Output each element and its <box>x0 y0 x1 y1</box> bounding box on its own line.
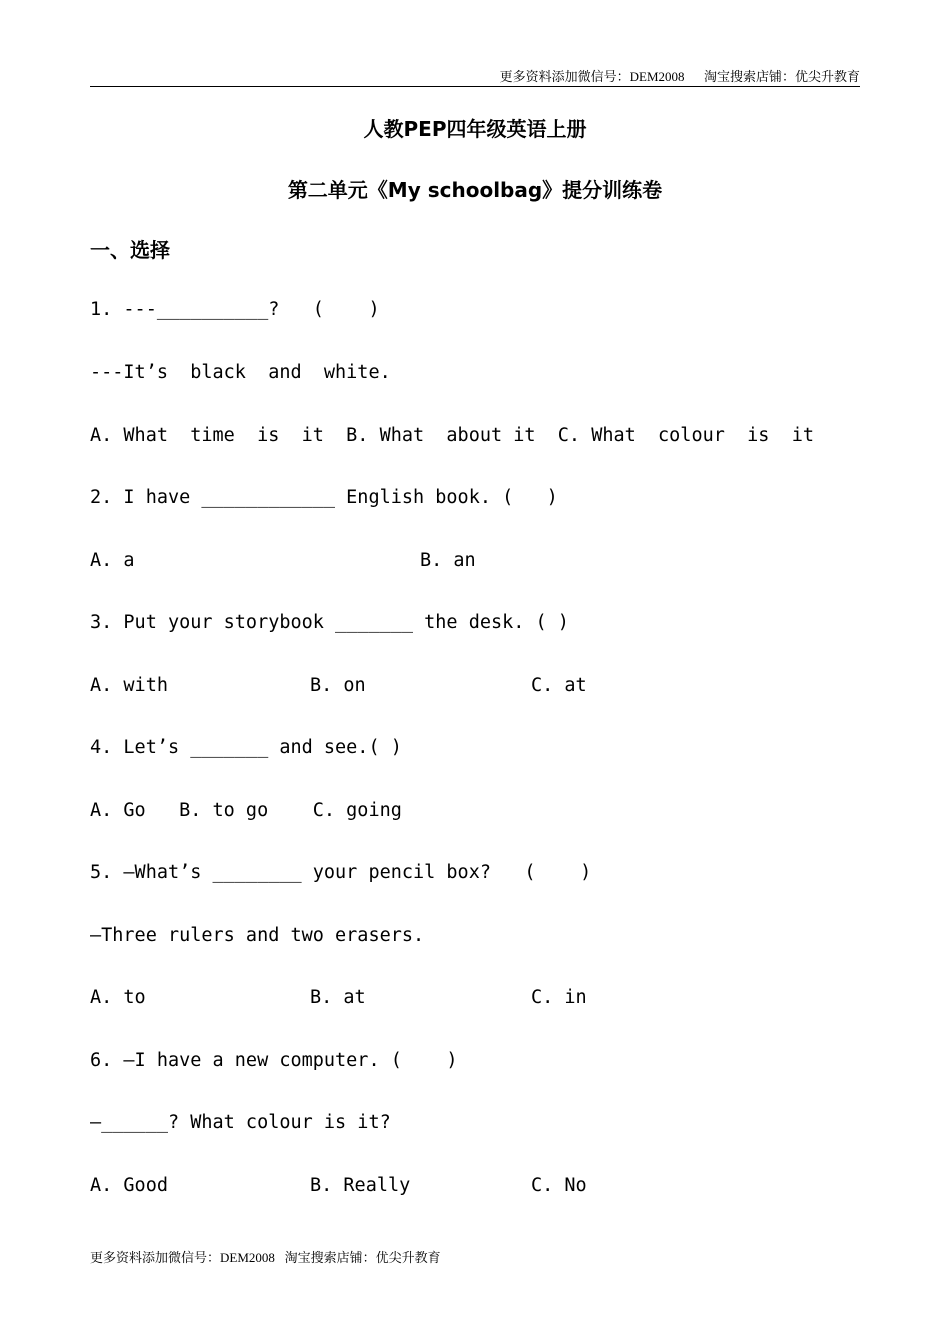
option-a: A. Good <box>90 1175 168 1196</box>
document-subtitle: 第二单元《My schoolbag》提分训练卷 <box>287 178 663 202</box>
question-2-stem: 2. I have ____________ English book. ( ) <box>90 487 558 508</box>
question-1-options: A. What time is it B. What about it C. What colour is it <box>90 425 814 446</box>
option-b: B. an <box>420 550 476 571</box>
document-title: 人教PEP四年级英语上册 <box>363 117 587 141</box>
option-c: C. in <box>531 987 587 1008</box>
question-3-stem: 3. Put your storybook _______ the desk. ( ) <box>90 612 569 633</box>
option-b: B. at <box>310 987 366 1008</box>
question-6-answer: —______? What colour is it? <box>90 1112 391 1133</box>
option-a: A. with <box>90 675 168 696</box>
question-2-options <box>90 549 790 573</box>
question-5-answer: —Three rulers and two erasers. <box>90 925 425 946</box>
question-5-stem: 5. —What’s ________ your pencil box? ( ) <box>90 862 592 883</box>
question-4-stem: 4. Let’s _______ and see.( ) <box>90 737 402 758</box>
question-6-options <box>90 1174 790 1198</box>
option-a: A. to <box>90 987 146 1008</box>
header-divider <box>90 86 860 87</box>
question-1-answer: ---It’s black and white. <box>90 362 391 383</box>
question-1-stem: 1. ---__________? ( ) <box>90 299 380 320</box>
option-b: B. on <box>310 675 366 696</box>
question-3-options <box>90 674 790 698</box>
page-footer: 更多资料添加微信号：DEM2008 淘宝搜索店铺：优尖升教育 <box>90 1250 441 1265</box>
section-heading: 一、选择 <box>90 238 170 262</box>
question-6-stem: 6. —I have a new computer. ( ) <box>90 1050 458 1071</box>
question-4-options: A. Go B. to go C. going <box>90 800 402 821</box>
option-b: B. Really <box>310 1175 411 1196</box>
page-header: 更多资料添加微信号：DEM2008 淘宝搜索店铺：优尖升教育 <box>499 69 860 84</box>
option-c: C. No <box>531 1175 587 1196</box>
option-c: C. at <box>531 675 587 696</box>
option-a: A. a <box>90 550 135 571</box>
question-5-options <box>90 986 790 1010</box>
